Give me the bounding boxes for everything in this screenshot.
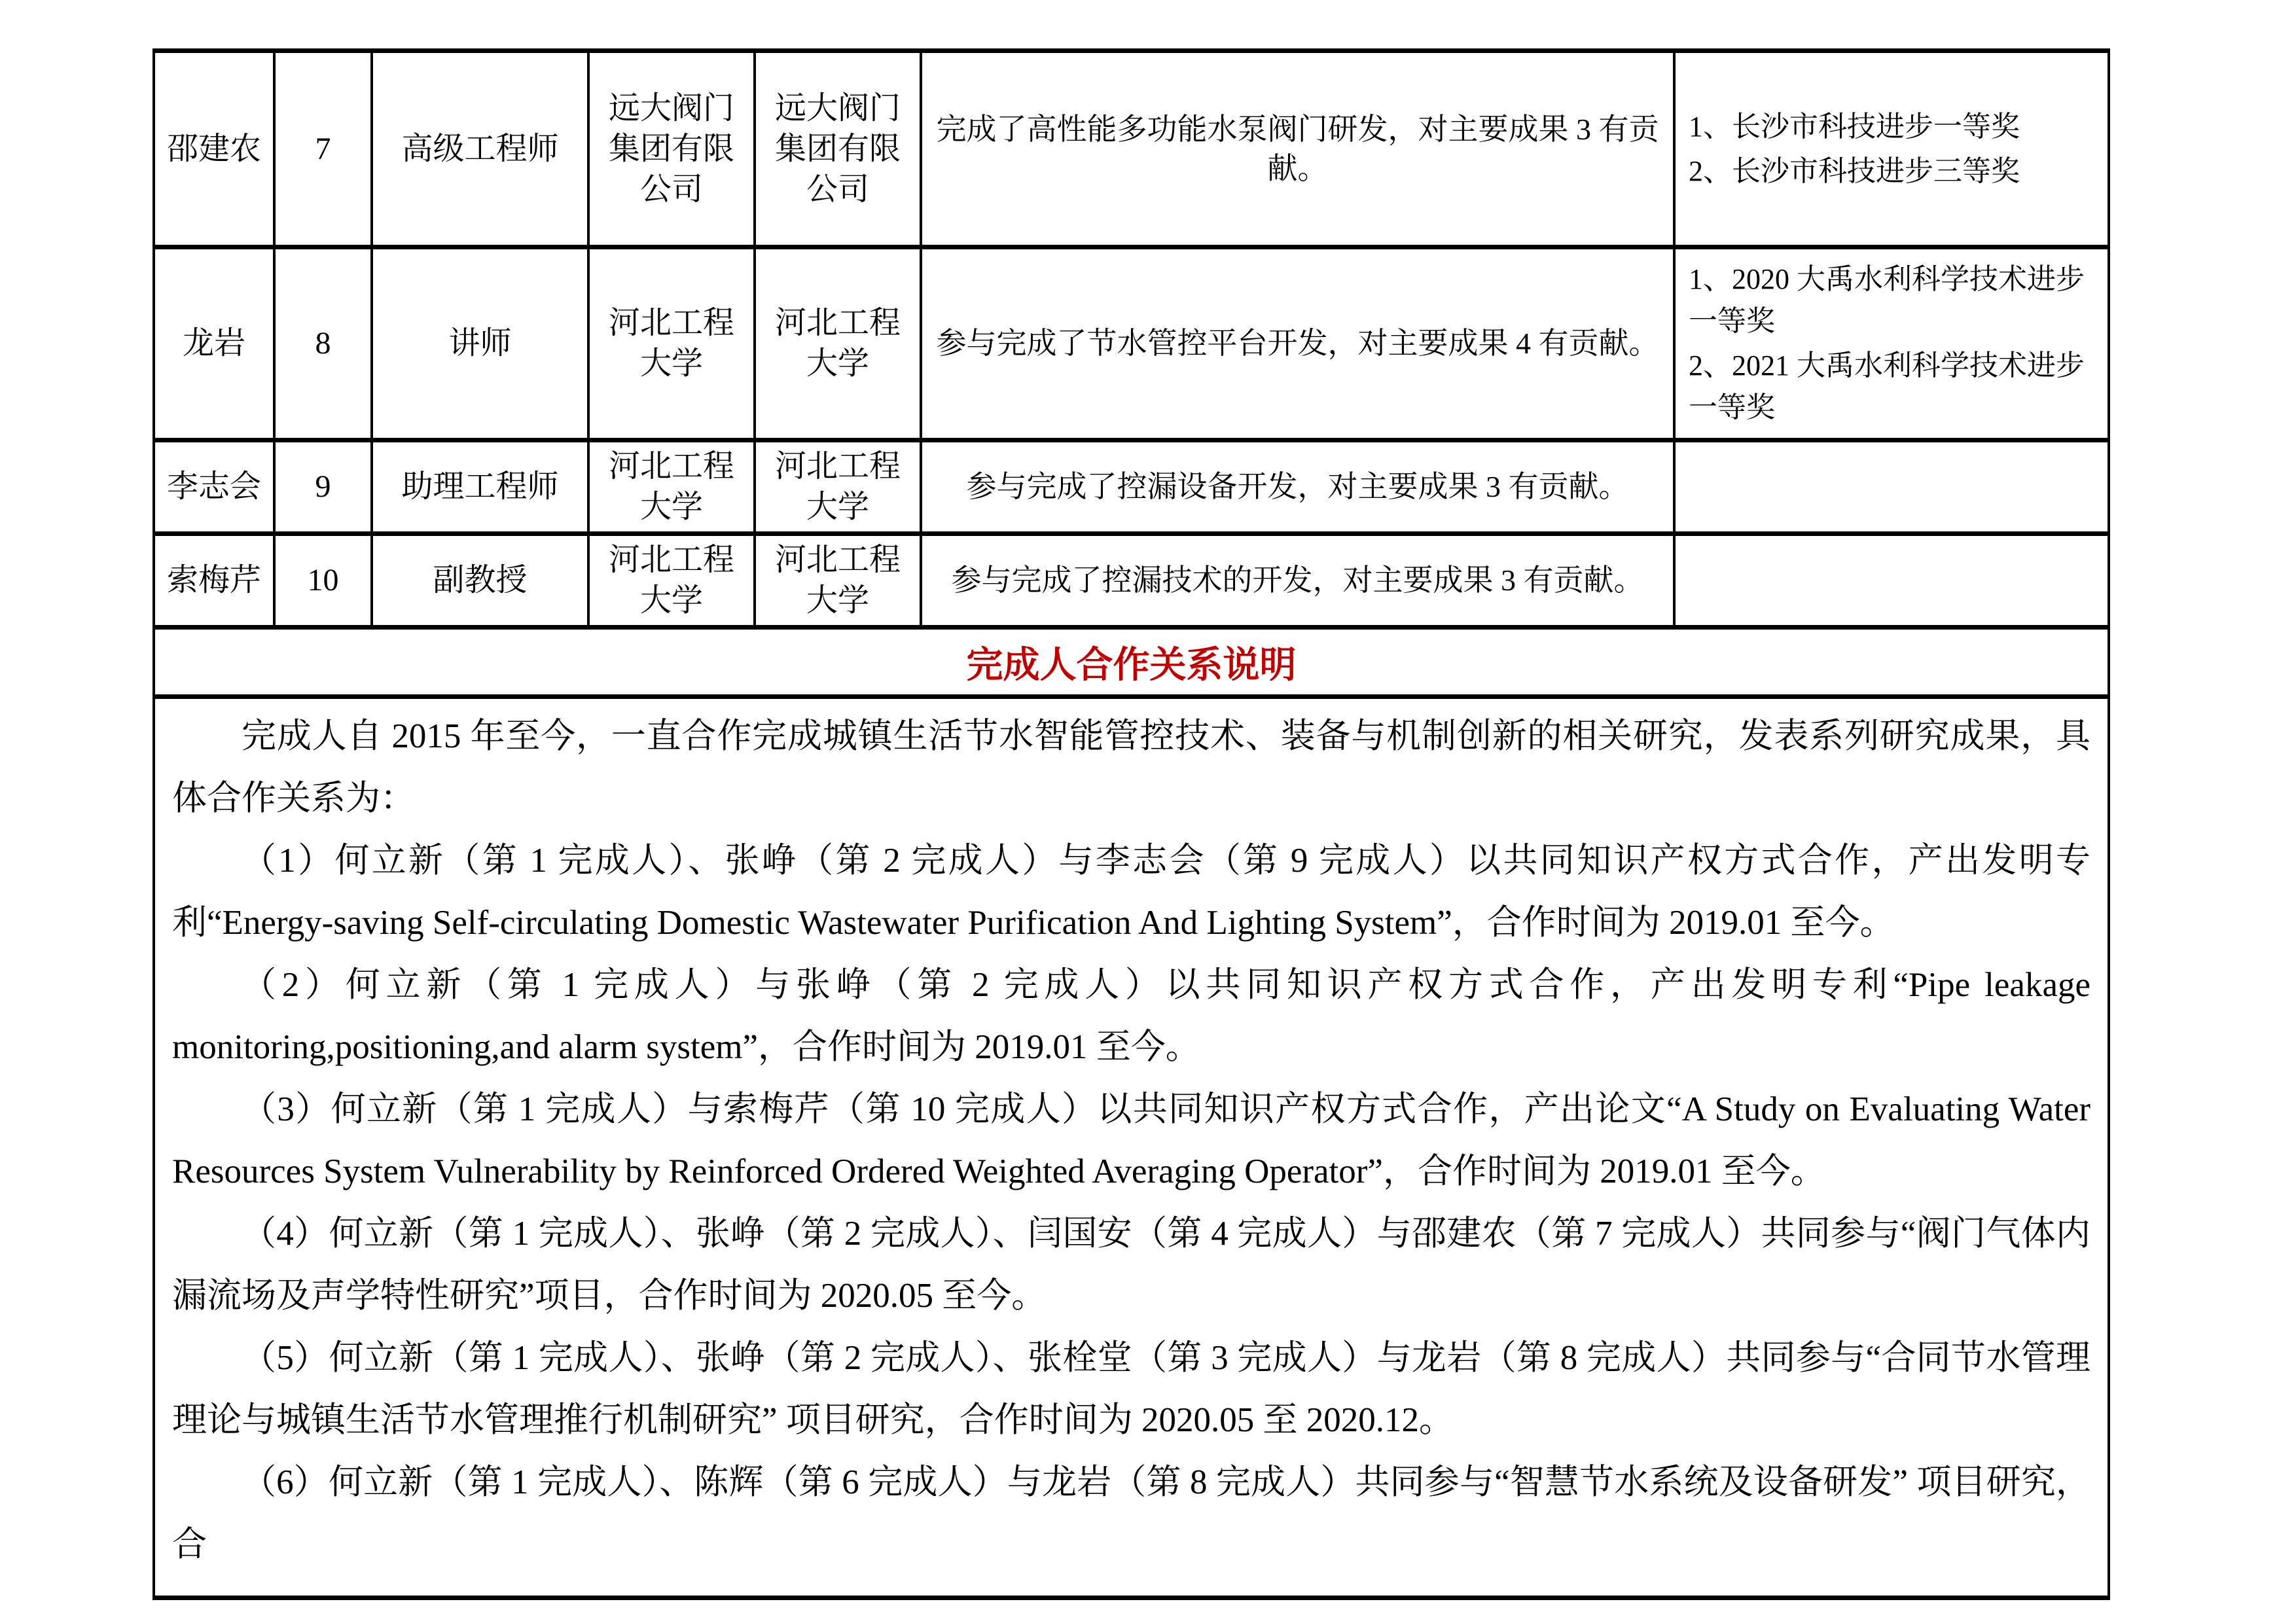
table-row xyxy=(154,440,2109,534)
cell-workplace: 河北工程大学 xyxy=(755,247,921,440)
cell-name: 索梅芹 xyxy=(154,534,274,628)
table-row xyxy=(154,247,2109,440)
contributor-rows xyxy=(154,51,2109,628)
collaboration-paragraph: 完成人自 2015 年至今，一直合作完成城镇生活节水智能管控技术、装备与机制创新的相关研究，发表系列研究成果，具体合作关系为： xyxy=(172,717,2090,817)
cell-workplace: 河北工程大学 xyxy=(755,440,921,534)
contributors-table xyxy=(152,48,2110,1600)
cell-contribution: 参与完成了节水管控平台开发，对主要成果 4 有贡献。 xyxy=(921,247,1674,440)
collaboration-paragraph: （3）何立新（第 1 完成人）与索梅芹（第 10 完成人）以共同知识产权方式合作，产出论文“A Study on Evaluating Water Resources System Vulnerability by Reinforced Ordered Weighted Averaging Operator”，合作时间为 2019.01 至今。 xyxy=(172,1090,2090,1190)
cell-rank: 7 xyxy=(274,51,372,247)
cell-title: 副教授 xyxy=(372,534,588,628)
cell-awards xyxy=(1674,534,2109,628)
award-line: 1、长沙市科技进步一等奖 xyxy=(1689,110,2020,143)
award-line: 2、2021 大禹水利科学技术进步一等奖 xyxy=(1689,349,2085,423)
cell-rank: 8 xyxy=(274,247,372,440)
cell-awards xyxy=(1674,247,2109,440)
cell-workplace: 河北工程大学 xyxy=(755,534,921,628)
cell-contribution: 完成了高性能多功能水泵阀门研发，对主要成果 3 有贡献。 xyxy=(921,51,1674,247)
collaboration-paragraphs xyxy=(172,705,2090,1576)
cell-awards xyxy=(1674,51,2109,247)
table-row xyxy=(154,534,2109,628)
cell-contribution: 参与完成了控漏技术的开发，对主要成果 3 有贡献。 xyxy=(921,534,1674,628)
cell-unit: 河北工程大学 xyxy=(588,247,755,440)
table-row xyxy=(154,51,2109,247)
collaboration-paragraph: （5）何立新（第 1 完成人）、张峥（第 2 完成人）、张栓堂（第 3 完成人）与龙岩（第 8 完成人）共同参与“合同节水管理理论与城镇生活节水管理推行机制研究” 项目研究，合作时间为 2020.05 至 2020.12。 xyxy=(172,1339,2090,1439)
cell-awards xyxy=(1674,440,2109,534)
collaboration-paragraph: （6）何立新（第 1 完成人）、陈辉（第 6 完成人）与龙岩（第 8 完成人）共同参与“智慧节水系统及设备研发” 项目研究，合 xyxy=(172,1463,2090,1563)
cell-title: 讲师 xyxy=(372,247,588,440)
award-line: 1、2020 大禹水利科学技术进步一等奖 xyxy=(1689,263,2085,337)
collaboration-description xyxy=(154,697,2109,1598)
award-line: 2、长沙市科技进步三等奖 xyxy=(1689,154,2020,187)
collaboration-paragraph: （4）何立新（第 1 完成人）、张峥（第 2 完成人）、闫国安（第 4 完成人）与邵建农（第 7 完成人）共同参与“阀门气体内漏流场及声学特性研究”项目，合作时间为 2020.05 至今。 xyxy=(172,1215,2090,1315)
section-heading: 完成人合作关系说明 xyxy=(154,628,2109,697)
document-page xyxy=(152,48,2108,1600)
cell-rank: 9 xyxy=(274,440,372,534)
collaboration-paragraph: （1）何立新（第 1 完成人）、张峥（第 2 完成人）与李志会（第 9 完成人）以共同知识产权方式合作，产出发明专利“Energy-saving Self-circulating Domestic Wastewater Purification And Lighting System”，合作时间为 2019.01 至今。 xyxy=(172,842,2090,942)
cell-title: 助理工程师 xyxy=(372,440,588,534)
cell-name: 龙岩 xyxy=(154,247,274,440)
cell-unit: 河北工程大学 xyxy=(588,534,755,628)
cell-title: 高级工程师 xyxy=(372,51,588,247)
cell-unit: 远大阀门集团有限公司 xyxy=(588,51,755,247)
cell-name: 李志会 xyxy=(154,440,274,534)
cell-rank: 10 xyxy=(274,534,372,628)
cell-workplace: 远大阀门集团有限公司 xyxy=(755,51,921,247)
cell-unit: 河北工程大学 xyxy=(588,440,755,534)
collaboration-paragraph: （2）何立新（第 1 完成人）与张峥（第 2 完成人）以共同知识产权方式合作，产出发明专利“Pipe leakage monitoring,positioning,and alarm system”，合作时间为 2019.01 至今。 xyxy=(172,966,2090,1066)
cell-name: 邵建农 xyxy=(154,51,274,247)
cell-contribution: 参与完成了控漏设备开发，对主要成果 3 有贡献。 xyxy=(921,440,1674,534)
